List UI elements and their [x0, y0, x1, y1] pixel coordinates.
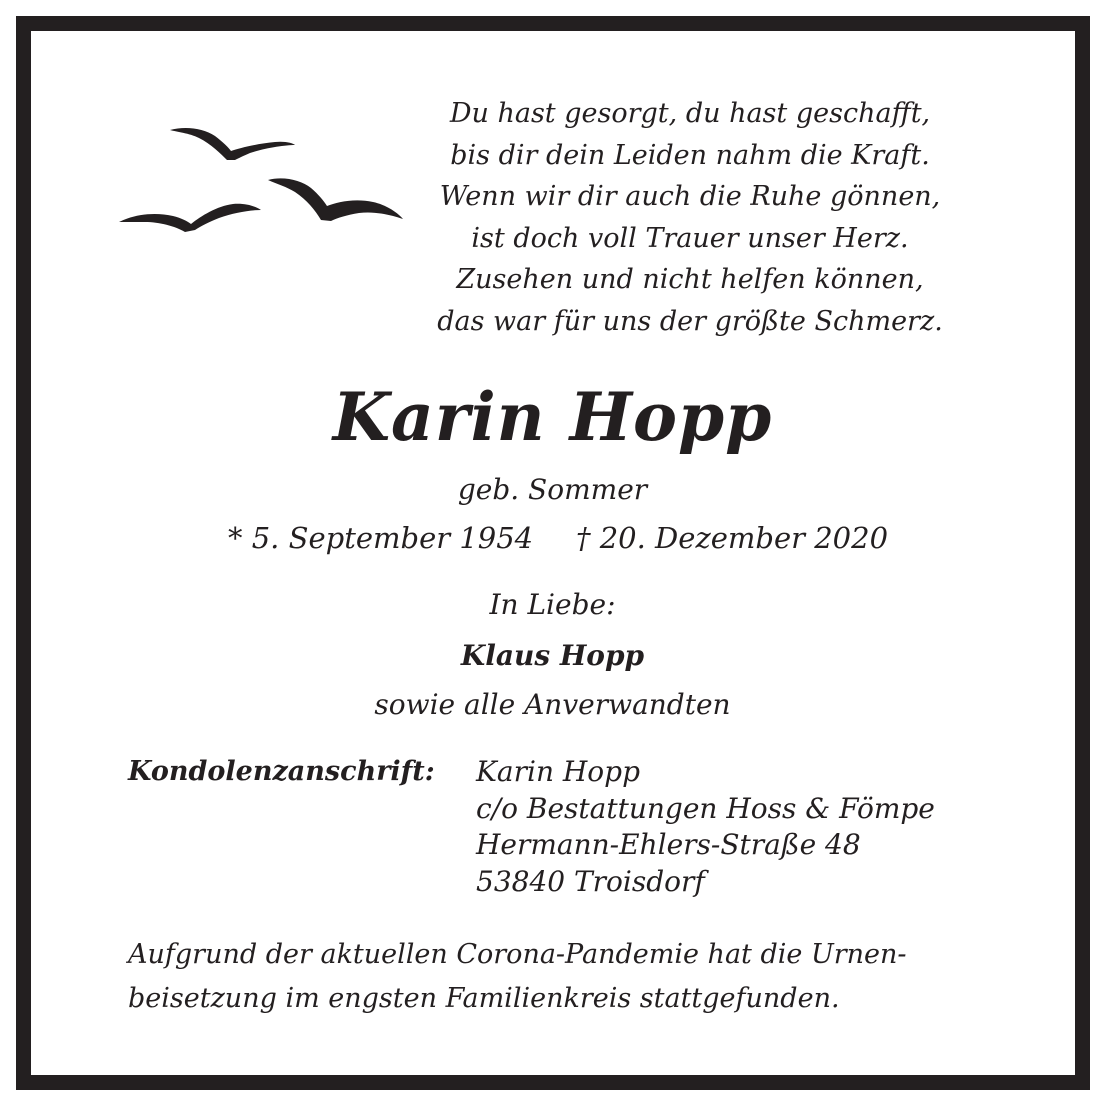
- mourners-others: sowie alle Anverwandten: [374, 688, 731, 721]
- birth-date: * 5. September 1954: [228, 521, 534, 555]
- poem-line: das war für uns der größte Schmerz.: [437, 305, 943, 337]
- death-date: † 20. Dezember 2020: [576, 521, 889, 555]
- mourners-intro: In Liebe:: [489, 588, 616, 621]
- mourner-name: Klaus Hopp: [460, 639, 645, 672]
- note-line: beisetzung im engsten Familienkreis stattgefunden.: [128, 983, 840, 1014]
- address-line: Hermann-Ehlers-Straße 48: [476, 828, 861, 861]
- address-line: 53840 Troisdorf: [476, 864, 705, 898]
- poem: [400, 93, 980, 342]
- condolence-address: [476, 754, 935, 900]
- poem-line: ist doch voll Trauer unser Herz.: [471, 222, 909, 254]
- deceased-name: Karin Hopp: [332, 378, 773, 456]
- funeral-note: [128, 933, 978, 1021]
- poem-line: Wenn wir dir auch die Ruhe gönnen,: [439, 181, 941, 212]
- address-line: Karin Hopp: [476, 755, 641, 788]
- maiden-name: geb. Sommer: [457, 473, 648, 506]
- condolence-label: Kondolenzanschrift:: [128, 756, 435, 787]
- poem-line: bis dir dein Leiden nahm die Kraft.: [450, 139, 930, 171]
- poem-line: Zusehen und nicht helfen können,: [456, 264, 924, 295]
- flying-birds-icon: [115, 118, 410, 243]
- address-line: c/o Bestattungen Hoss & Fömpe: [476, 791, 935, 825]
- note-line: Aufgrund der aktuellen Corona-Pandemie hat die Urnen-: [128, 939, 907, 970]
- poem-line: Du hast gesorgt, du hast geschafft,: [449, 98, 931, 129]
